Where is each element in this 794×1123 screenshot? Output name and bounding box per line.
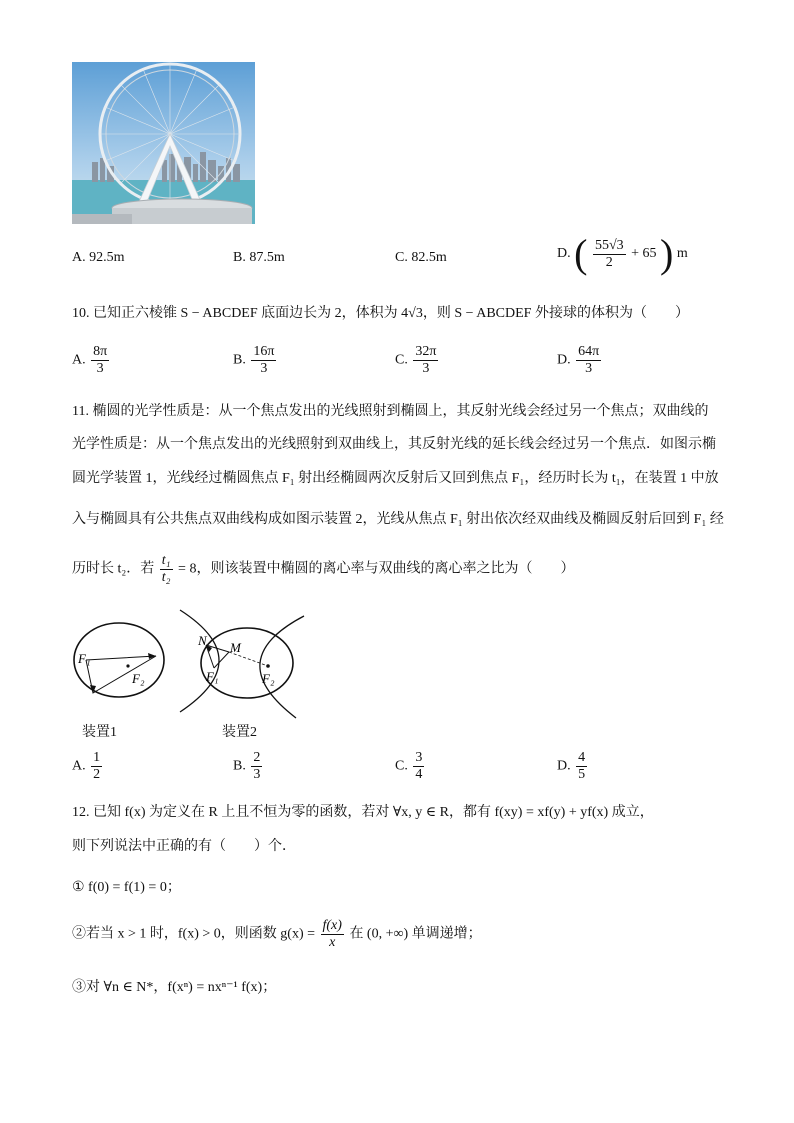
q11-line-5 <box>72 553 574 586</box>
option-text: 92.5m <box>89 250 125 265</box>
q10-option-d[interactable] <box>557 344 603 377</box>
q11-line-5-post: = 8，则该装置中椭圆的离心率与双曲线的离心率之比为（ ） <box>178 561 575 577</box>
q12-item-3: ③对 ∀n ∈ N*，f(xⁿ) = nxⁿ⁻¹ f(x)； <box>72 980 277 995</box>
option-letter: A. <box>72 250 86 265</box>
q11-line-2: 光学性质是：从一个焦点发出的光线照射到双曲线上，其反射光线的延长线会经过另一个焦点．如图示椭 <box>72 437 716 452</box>
fig2-n-label: N <box>198 633 207 648</box>
q11-line-4: 入与椭圆具有公共焦点双曲线构成如图示装置 2，光线从焦点 F₁ 射出依次经双曲线及椭圆反射后回到 F₁ 经 <box>72 512 724 527</box>
fraction-denominator: 3 <box>260 361 268 376</box>
q11-line-3: 圆光学装置 1，光线经过椭圆焦点 F₁ 射出经椭圆两次反射后又回到焦点 F₁，经历时长为 t₁，在装置 1 中放 <box>72 471 719 486</box>
option-fraction <box>91 750 102 783</box>
fraction-denominator: 4 <box>415 767 423 782</box>
q10-option-a[interactable] <box>72 344 111 377</box>
fig2-f2-label: F₂ <box>262 671 275 686</box>
g-definition-fraction <box>321 918 344 951</box>
option-fraction <box>576 750 587 783</box>
q9-option-d[interactable] <box>557 231 688 276</box>
option-fraction <box>576 344 601 377</box>
q12-item-2 <box>72 918 482 951</box>
option-text: 87.5m <box>249 250 285 265</box>
fraction-denominator: 2 <box>605 254 613 270</box>
option-letter: B. <box>233 758 246 774</box>
ferris-wheel-photo <box>72 62 255 224</box>
fraction-denominator: 5 <box>578 767 586 782</box>
q10-option-b[interactable] <box>233 344 278 377</box>
option-fraction <box>251 344 276 377</box>
q12-item-2-post: 在 (0, +∞) 单调递增； <box>349 926 482 942</box>
q9-option-c[interactable] <box>395 250 447 266</box>
fraction-denominator: t₂ <box>161 570 171 585</box>
fraction-numerator: 2 <box>253 750 261 765</box>
fig2-f1-label: F₁ <box>206 669 219 684</box>
q11-line-1: 11. 椭圆的光学性质是：从一个焦点发出的光线照射到椭圆上，其反射光线会经过另一个焦点；双曲线的 <box>72 404 709 419</box>
q12-item-1: ① f(0) = f(1) = 0； <box>72 880 181 895</box>
q9-option-a[interactable] <box>72 250 125 266</box>
fig2-caption: 装置2 <box>222 725 257 740</box>
option-letter: B. <box>233 352 246 368</box>
option-fraction <box>413 344 438 377</box>
fraction-numerator: 4 <box>578 750 586 765</box>
option-letter: C. <box>395 352 408 368</box>
ferris-wheel-image <box>72 62 255 224</box>
option-letter: A. <box>72 758 86 774</box>
left-paren: ( <box>574 231 588 276</box>
option-plus-term: + 65 <box>631 246 657 262</box>
fraction-denominator: x <box>329 935 336 950</box>
fraction-numerator: f(x) <box>322 918 342 933</box>
fraction-numerator: t₁ <box>161 553 171 568</box>
right-paren: ) <box>660 231 674 276</box>
fig1-f2-label: F₂ <box>132 671 145 686</box>
fraction-numerator: 16π <box>253 344 275 359</box>
q12-line-2: 则下列说法中正确的有（ ）个． <box>72 839 296 854</box>
q11-option-d[interactable] <box>557 750 589 783</box>
q11-line-5-pre: 历时长 t₂．若 <box>72 561 155 577</box>
fraction-denominator: 3 <box>585 361 593 376</box>
time-ratio-fraction <box>160 553 173 586</box>
optics-figures <box>68 600 318 725</box>
q10-stem: 10. 已知正六棱锥 S − ABCDEF 底面边长为 2，体积为 4√3，则 S − ABCDEF 外接球的体积为（ ） <box>72 306 689 321</box>
q12-item-2-pre: ②若当 x > 1 时，f(x) > 0，则函数 g(x) = <box>72 926 315 942</box>
fig1-caption: 装置1 <box>82 725 117 740</box>
option-text: 82.5m <box>411 250 447 265</box>
fig1-f1-label: F₁ <box>78 651 91 666</box>
fraction-denominator: 2 <box>93 767 101 782</box>
fraction-numerator: 32π <box>415 344 437 359</box>
fraction-denominator: 3 <box>253 767 261 782</box>
option-letter: C. <box>395 758 408 774</box>
figure-2-ellipse-hyperbola <box>180 610 304 718</box>
fraction-denominator: 3 <box>96 361 104 376</box>
option-letter: B. <box>233 250 246 265</box>
option-fraction <box>413 750 424 783</box>
option-unit: m <box>676 246 688 262</box>
option-letter: A. <box>72 352 86 368</box>
q10-option-c[interactable] <box>395 344 440 377</box>
fraction-numerator: 64π <box>578 344 600 359</box>
fraction-numerator: 3 <box>415 750 423 765</box>
q11-option-c[interactable] <box>395 750 426 783</box>
option-letter: D. <box>557 246 571 262</box>
q9-option-b[interactable] <box>233 250 285 266</box>
option-letter: D. <box>557 758 571 774</box>
option-fraction <box>91 344 109 377</box>
q11-option-a[interactable] <box>72 750 104 783</box>
option-fraction <box>251 750 262 783</box>
option-fraction <box>593 238 626 271</box>
option-letter: D. <box>557 352 571 368</box>
q11-option-b[interactable] <box>233 750 264 783</box>
fig2-m-label: M <box>230 640 241 655</box>
fraction-numerator: 55√3 <box>594 237 624 253</box>
fraction-denominator: 3 <box>422 361 430 376</box>
option-letter: C. <box>395 250 408 265</box>
fraction-numerator: 1 <box>93 750 101 765</box>
fraction-numerator: 8π <box>93 344 108 359</box>
q12-line-1: 12. 已知 f(x) 为定义在 R 上且不恒为零的函数，若对 ∀x, y ∈ R，都有 f(xy) = xf(y) + yf(x) 成立， <box>72 805 654 820</box>
